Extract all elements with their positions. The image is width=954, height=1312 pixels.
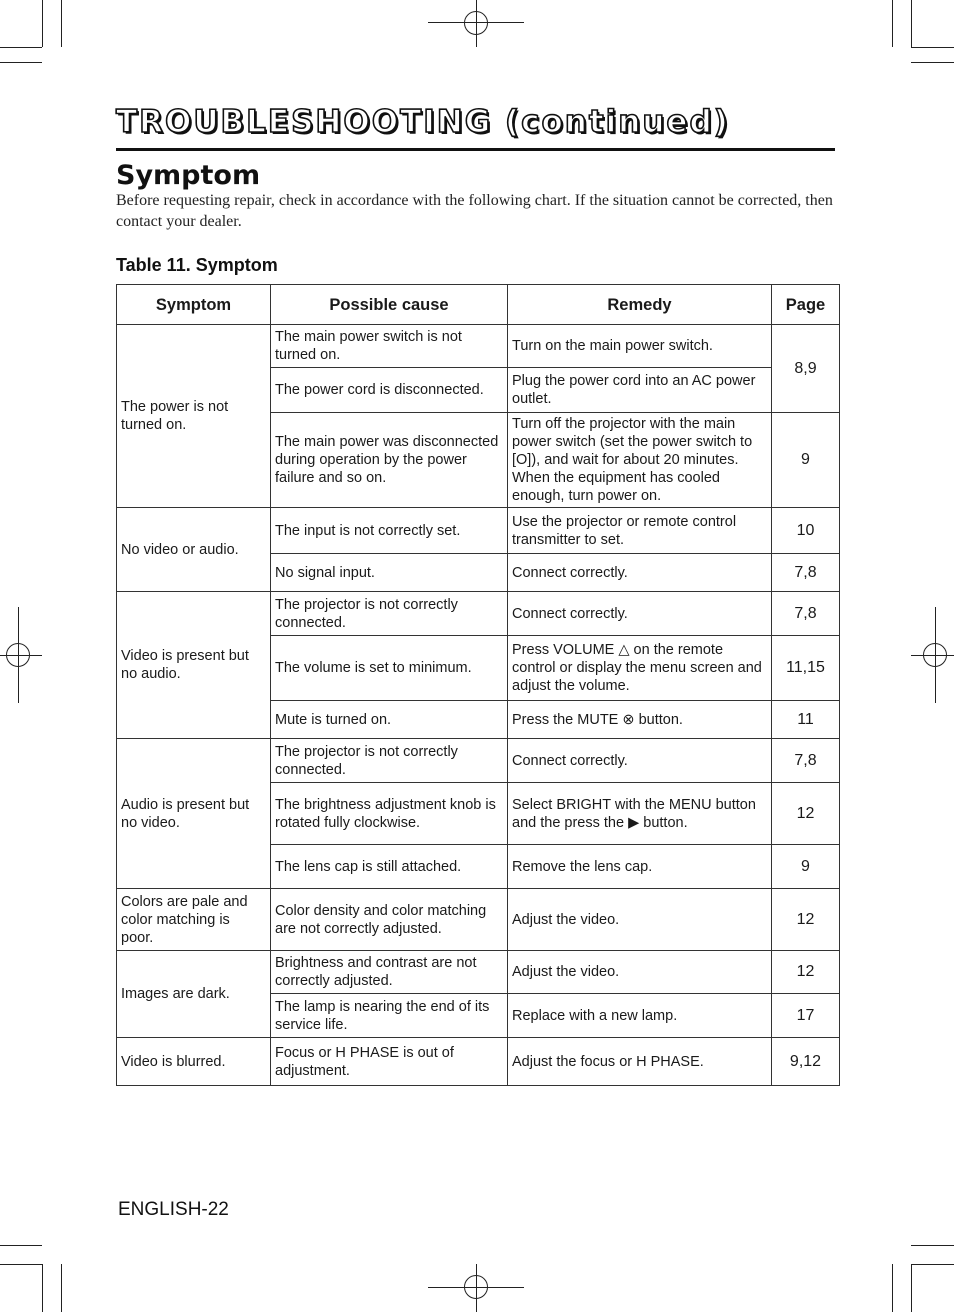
header-possible-cause: Possible cause [271, 285, 508, 325]
symptom-cell: Colors are pale and color matching is poor. [117, 889, 271, 951]
title-rule [116, 148, 835, 151]
cause-cell: No signal input. [271, 554, 508, 592]
remedy-cell: Connect correctly. [508, 739, 772, 783]
page-cell: 7,8 [772, 554, 840, 592]
remedy-cell: Use the projector or remote control transmitter to set. [508, 508, 772, 554]
remedy-cell: Turn on the main power switch. [508, 325, 772, 368]
page-cell: 7,8 [772, 592, 840, 636]
table-row [117, 889, 840, 951]
page-cell: 12 [772, 951, 840, 994]
page-title: TROUBLESHOOTING (continued) [116, 104, 730, 140]
symptom-cell: The power is not turned on. [117, 325, 271, 508]
remedy-cell: Connect correctly. [508, 592, 772, 636]
page-cell: 10 [772, 508, 840, 554]
table-row [117, 951, 840, 994]
cause-cell: The main power switch is not turned on. [271, 325, 508, 368]
page-cell: 8,9 [772, 325, 840, 413]
symptom-cell: Video is present but no audio. [117, 592, 271, 739]
remedy-cell: Remove the lens cap. [508, 845, 772, 889]
symptom-cell: Images are dark. [117, 951, 271, 1038]
remedy-cell: Adjust the focus or H PHASE. [508, 1038, 772, 1086]
cause-cell: The volume is set to minimum. [271, 636, 508, 701]
cause-cell: The projector is not correctly connected. [271, 592, 508, 636]
table-row [117, 592, 840, 636]
remedy-cell: Replace with a new lamp. [508, 994, 772, 1038]
cause-cell: Brightness and contrast are not correctly adjusted. [271, 951, 508, 994]
symptom-cell: No video or audio. [117, 508, 271, 592]
intro-paragraph: Before requesting repair, check in accordance with the following chart. If the situation cannot be corrected, then contact your dealer. [116, 192, 833, 230]
table-header-row [117, 285, 840, 325]
table-row [117, 739, 840, 783]
remedy-cell: Turn off the projector with the main power switch (set the power switch to [O]), and wait for about 20 minutes. When the equipment has cooled enough, turn power on. [508, 413, 772, 508]
cause-cell: The lens cap is still attached. [271, 845, 508, 889]
cause-cell: The projector is not correctly connected. [271, 739, 508, 783]
symptom-table [116, 284, 840, 1086]
remedy-cell: Adjust the video. [508, 889, 772, 951]
remedy-cell: Select BRIGHT with the MENU button and the press the ▶ button. [508, 783, 772, 845]
section-title: Symptom [116, 160, 261, 191]
cause-cell: Focus or H PHASE is out of adjustment. [271, 1038, 508, 1086]
symptom-cell: Video is blurred. [117, 1038, 271, 1086]
cause-cell: Color density and color matching are not correctly adjusted. [271, 889, 508, 951]
remedy-cell: Press VOLUME △ on the remote control or display the menu screen and adjust the volume. [508, 636, 772, 701]
cause-cell: Mute is turned on. [271, 701, 508, 739]
page-cell: 17 [772, 994, 840, 1038]
page-cell: 11 [772, 701, 840, 739]
remedy-cell: Press the MUTE ⊗ button. [508, 701, 772, 739]
page-cell: 9,12 [772, 1038, 840, 1086]
header-symptom: Symptom [117, 285, 271, 325]
table-row [117, 325, 840, 368]
cause-cell: The brightness adjustment knob is rotated fully clockwise. [271, 783, 508, 845]
cause-cell: The main power was disconnected during operation by the power failure and so on. [271, 413, 508, 508]
table-row [117, 1038, 840, 1086]
cause-cell: The input is not correctly set. [271, 508, 508, 554]
table-caption: Table 11. Symptom [116, 255, 278, 275]
page-cell: 9 [772, 413, 840, 508]
cause-cell: The power cord is disconnected. [271, 368, 508, 413]
cause-cell: The lamp is nearing the end of its service life. [271, 994, 508, 1038]
page-cell: 11,15 [772, 636, 840, 701]
page-cell: 12 [772, 889, 840, 951]
symptom-cell: Audio is present but no video. [117, 739, 271, 889]
header-remedy: Remedy [508, 285, 772, 325]
header-page: Page [772, 285, 840, 325]
page-cell: 12 [772, 783, 840, 845]
page-cell: 9 [772, 845, 840, 889]
page-cell: 7,8 [772, 739, 840, 783]
page-number: ENGLISH-22 [118, 1199, 229, 1220]
remedy-cell: Connect correctly. [508, 554, 772, 592]
remedy-cell: Plug the power cord into an AC power outlet. [508, 368, 772, 413]
remedy-cell: Adjust the video. [508, 951, 772, 994]
table-row [117, 508, 840, 554]
